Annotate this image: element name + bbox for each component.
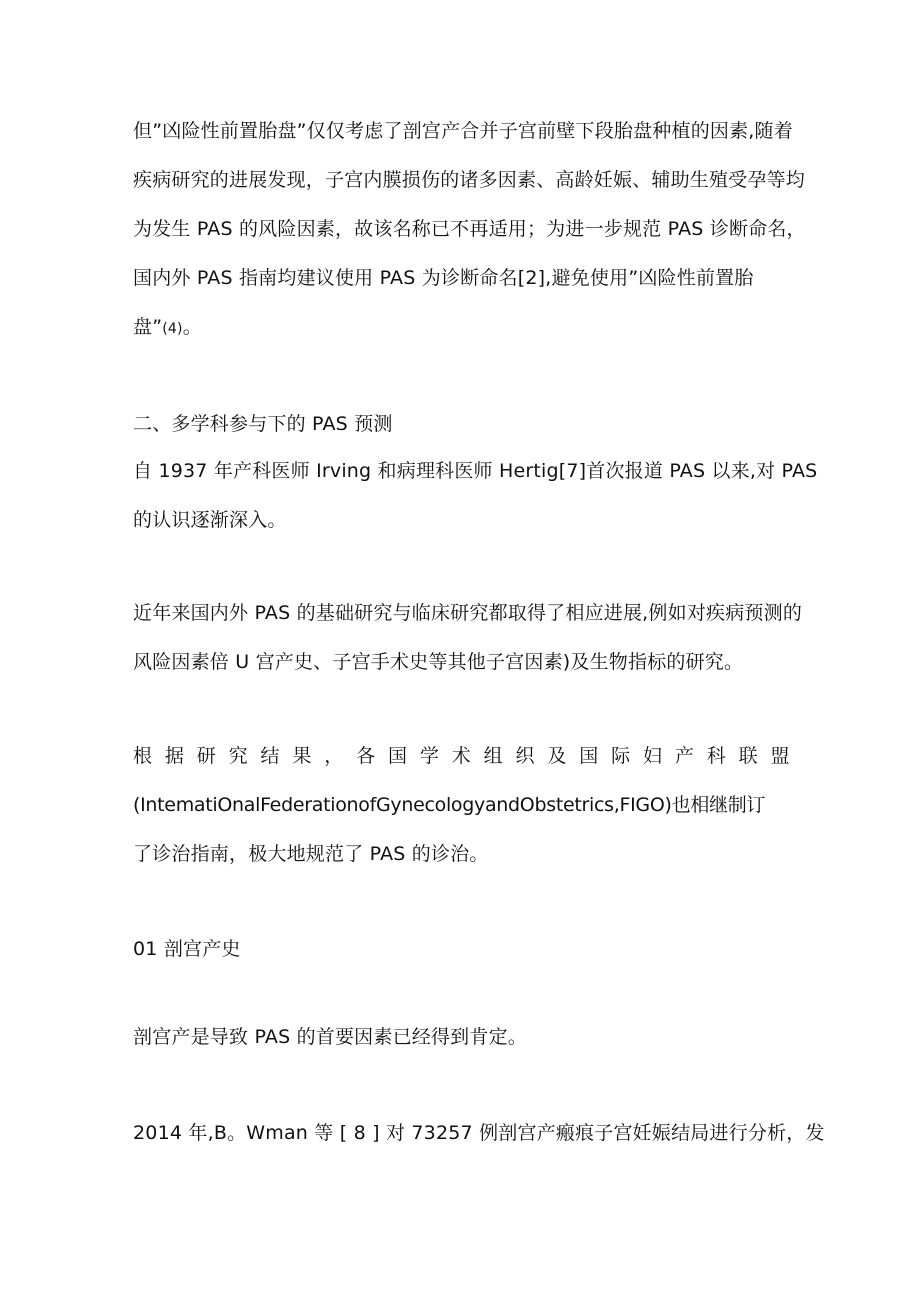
p4-char: 联 bbox=[738, 745, 758, 767]
paragraph-6: 2014 年,B。Wman 等 [ 8 ] 对 73257 例剖宫产瘢痕子宫妊娠结局进行分析，发 bbox=[133, 1122, 825, 1144]
p4-char: 结 bbox=[260, 745, 280, 767]
p4-char: 究 bbox=[228, 745, 248, 767]
p4-char: 国 bbox=[388, 745, 408, 767]
paragraph-3-line-1: 近年来国内外 PAS 的基础研究与临床研究都取得了相应进展,例如对疾病预测的 bbox=[133, 602, 803, 624]
section-heading: 二、多学科参与下的 PAS 预测 bbox=[133, 413, 393, 435]
paragraph-3-line-2: 风险因素倍 U 宫产史、子宫手术史等其他子宫因素)及生物指标的研究。 bbox=[133, 651, 744, 673]
paragraph-5: 剖宫产是导致 PAS 的首要因素已经得到肯定。 bbox=[133, 1026, 527, 1048]
p4-char: 据 bbox=[164, 745, 185, 767]
paragraph-1-line-5-text: 盘” bbox=[133, 316, 163, 338]
p4-char: 妇 bbox=[643, 745, 663, 767]
p4-char: 各 bbox=[356, 745, 376, 767]
p4-char: 织 bbox=[515, 745, 535, 767]
paragraph-4-line-3: 了诊治指南，极大地规范了 PAS 的诊治。 bbox=[133, 843, 489, 865]
p4-char: 根 bbox=[133, 745, 153, 767]
p4-char: 术 bbox=[451, 745, 471, 767]
p4-char: 产 bbox=[674, 745, 695, 767]
paragraph-1-line-3: 为发生 PAS 的风险因素，故该名称已不再适用；为进一步规范 PAS 诊断命名， bbox=[133, 218, 806, 240]
citation-4: (4) bbox=[162, 321, 183, 337]
paragraph-2-line-1: 自 1937 年产科医师 Irving 和病理科医师 Hertig[7]首次报道 PAS 以来,对 PAS bbox=[133, 460, 818, 482]
p4-char: 国 bbox=[579, 745, 599, 767]
paragraph-1-line-5 bbox=[133, 315, 202, 341]
p4-char: ， bbox=[324, 745, 344, 767]
p4-char: 果 bbox=[292, 745, 312, 767]
paragraph-1-line-2: 疾病研究的进展发现，子宫内膜损伤的诸多因素、高龄妊娠、辅助生殖受孕等均 bbox=[133, 169, 806, 191]
p4-char: 研 bbox=[196, 745, 216, 767]
paragraph-1-line-1: 但”凶险性前置胎盘”仅仅考虑了剖宫产合并子宫前壁下段胎盘种植的因素,随着 bbox=[133, 120, 793, 142]
p4-char: 及 bbox=[547, 745, 567, 767]
subheading-cesarean-history: 01 剖宫产史 bbox=[133, 938, 241, 960]
p4-char: 际 bbox=[611, 745, 631, 767]
p4-char: 盟 bbox=[770, 745, 790, 767]
p4-char: 科 bbox=[706, 745, 726, 767]
paragraph-1-line-4: 国内外 PAS 指南均建议使用 PAS 为诊断命名[2],避免使用”凶险性前置胎 bbox=[133, 267, 754, 289]
paragraph-1-end: 。 bbox=[182, 316, 202, 338]
p4-char: 组 bbox=[483, 745, 503, 767]
p4-char: 学 bbox=[419, 745, 440, 767]
paragraph-4-line-1 bbox=[133, 744, 790, 768]
paragraph-4-line-2: (IntematiOnalFederationofGynecologyandObstetrics,FIGO)也相继制订 bbox=[133, 794, 766, 816]
paragraph-2-line-2: 的认识逐渐深入。 bbox=[133, 509, 287, 531]
